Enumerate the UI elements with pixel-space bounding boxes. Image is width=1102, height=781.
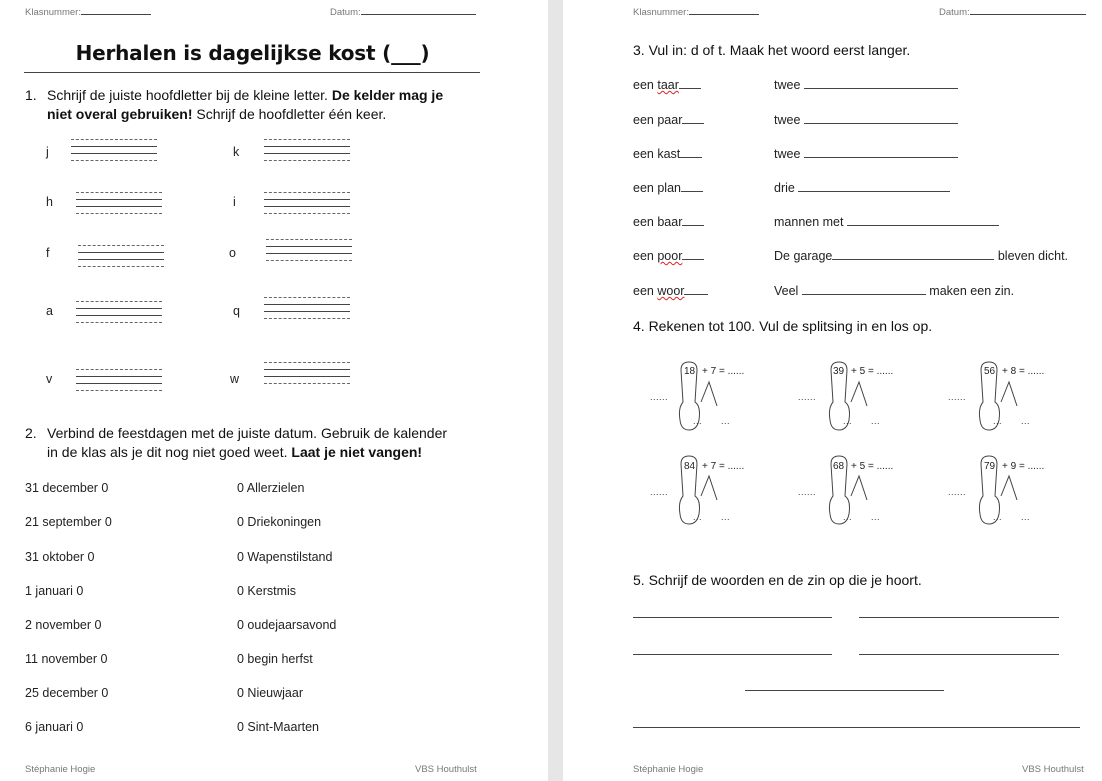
plural-item[interactable]	[774, 147, 958, 161]
plural-end: maken een zin.	[925, 284, 1015, 298]
writing-lines-v[interactable]	[76, 369, 162, 397]
date-item[interactable]: 2 november 0	[25, 618, 102, 632]
date-item[interactable]: 31 oktober 0	[25, 550, 95, 564]
answer-dots[interactable]: ......	[948, 392, 967, 402]
plural-word: twee	[774, 147, 801, 161]
left-page	[0, 0, 548, 781]
holiday-item[interactable]: 0 oudejaarsavond	[237, 618, 337, 632]
q5-title: 5. Schrijf de woorden en de zin op die je hoort.	[633, 572, 922, 588]
fill-prefix: een	[633, 78, 658, 92]
split-dots[interactable]: ...	[993, 512, 1003, 522]
plural-item[interactable]	[774, 113, 958, 127]
holiday-item[interactable]: 0 Sint-Maarten	[237, 720, 319, 734]
writing-lines-h[interactable]	[76, 192, 162, 220]
letter-o: o	[229, 246, 236, 260]
footer-author: Stéphanie Hogie	[633, 764, 704, 775]
fill-blank[interactable]	[682, 115, 704, 124]
date-item[interactable]: 31 december 0	[25, 481, 109, 495]
letter-v: v	[46, 372, 53, 386]
plural-word: mannen met	[774, 215, 844, 229]
q4-title: 4. Rekenen tot 100. Vul de splitsing in en los op.	[633, 318, 933, 334]
fill-word: taar	[657, 78, 679, 92]
fill-item[interactable]	[633, 181, 703, 195]
sum-equation: + 5 = ......	[851, 461, 894, 472]
fill-item[interactable]	[633, 113, 704, 127]
letter-a: a	[46, 304, 53, 318]
writing-lines-f[interactable]	[78, 245, 164, 273]
writing-lines-w[interactable]	[264, 362, 350, 390]
plural-word: twee	[774, 78, 801, 92]
q3-title: 3. Vul in: d of t. Maak het woord eerst langer.	[633, 42, 911, 58]
datum-text: Datum:	[330, 7, 361, 18]
fill-blank[interactable]	[682, 217, 704, 226]
fill-item[interactable]	[633, 147, 702, 161]
q1-line2-b: Schrijf de hoofdletter één keer.	[192, 106, 387, 122]
datum-label	[330, 6, 476, 18]
split-dots[interactable]: ...	[721, 416, 731, 426]
klasnummer-text: Klasnummer:	[25, 7, 81, 18]
datum-label	[939, 6, 1086, 18]
plural-item[interactable]	[774, 215, 999, 229]
fill-item[interactable]	[633, 215, 704, 229]
fill-blank[interactable]	[684, 286, 708, 295]
fill-blank[interactable]	[679, 80, 701, 89]
letter-j: j	[46, 145, 49, 159]
writing-lines-k[interactable]	[264, 139, 350, 167]
sum-number: 84	[684, 461, 696, 472]
letter-h: h	[46, 195, 53, 209]
plural-word: drie	[774, 181, 795, 195]
plural-word: twee	[774, 113, 801, 127]
footer-school: VBS Houthulst	[415, 764, 477, 775]
q1-line1-a: Schrijf de juiste hoofdletter bij de kleine letter.	[47, 87, 332, 103]
klasnummer-text: Klasnummer:	[633, 7, 689, 18]
sum-number: 68	[833, 461, 845, 472]
klasnummer-label	[25, 6, 151, 18]
q2-line2-b: Laat je niet vangen!	[291, 444, 423, 460]
letter-f: f	[46, 246, 50, 260]
q1-line1	[47, 85, 443, 105]
split-dots[interactable]: ...	[843, 512, 853, 522]
split-dots[interactable]: ...	[693, 416, 703, 426]
date-item[interactable]: 1 januari 0	[25, 584, 84, 598]
letter-i: i	[233, 195, 236, 209]
sum-equation: + 7 = ......	[702, 366, 745, 377]
q2-line1: Verbind de feestdagen met de juiste datum. Gebruik de kalender	[47, 425, 448, 441]
sum-equation: + 8 = ......	[1002, 366, 1045, 377]
plural-item[interactable]	[774, 284, 1014, 298]
writing-lines-o[interactable]	[266, 239, 352, 267]
answer-line[interactable]	[745, 690, 944, 691]
answer-dots[interactable]: ......	[948, 487, 967, 497]
q1-line1-b: De kelder mag je	[331, 87, 444, 103]
plural-blank[interactable]	[804, 80, 958, 89]
sum-equation: + 9 = ......	[1002, 461, 1045, 472]
sum-number: 39	[833, 366, 845, 377]
sum-number: 79	[984, 461, 996, 472]
plural-blank[interactable]	[804, 115, 958, 124]
fill-prefix: een	[633, 181, 658, 195]
klasnummer-line	[689, 6, 759, 15]
footer-school: VBS Houthulst	[1022, 764, 1084, 775]
holiday-item[interactable]: 0 Allerzielen	[237, 481, 305, 495]
split-dots[interactable]: ...	[721, 512, 731, 522]
answer-line[interactable]	[859, 654, 1059, 655]
split-dots[interactable]: ...	[1021, 416, 1031, 426]
datum-line	[970, 6, 1086, 15]
fill-word: woor	[657, 284, 685, 298]
fill-item[interactable]	[633, 284, 708, 298]
writing-lines-i[interactable]	[264, 192, 350, 220]
plural-blank[interactable]	[847, 217, 999, 226]
fill-item[interactable]	[633, 249, 704, 263]
datum-line	[361, 6, 476, 15]
q1-line2-a: niet overal gebruiken!	[47, 106, 193, 122]
plural-item[interactable]	[774, 78, 958, 92]
answer-dots[interactable]: ......	[650, 487, 669, 497]
date-item[interactable]: 11 november 0	[25, 652, 108, 666]
q1-number: 1.	[25, 87, 37, 103]
split-dots[interactable]: ...	[843, 416, 853, 426]
letter-q: q	[233, 304, 240, 318]
fill-word: baar	[657, 215, 683, 229]
sum-number: 56	[984, 366, 996, 377]
holiday-item[interactable]: 0 Driekoningen	[237, 515, 322, 529]
plural-blank[interactable]	[832, 251, 994, 260]
holiday-item[interactable]: 0 Nieuwjaar	[237, 686, 304, 700]
fill-prefix: een	[633, 215, 658, 229]
plural-item[interactable]	[774, 249, 1068, 263]
plural-word: Veel	[774, 284, 799, 298]
fill-blank[interactable]	[680, 149, 702, 158]
plural-blank[interactable]	[804, 149, 958, 158]
plural-blank[interactable]	[798, 183, 950, 192]
sum-equation: + 5 = ......	[851, 366, 894, 377]
fill-blank[interactable]	[681, 183, 703, 192]
answer-line[interactable]	[633, 617, 832, 618]
split-dots[interactable]: ...	[993, 416, 1003, 426]
plural-blank[interactable]	[802, 286, 926, 295]
q2-number: 2.	[25, 425, 37, 441]
plural-word: De garage	[774, 249, 833, 263]
letter-w: w	[230, 372, 240, 386]
writing-lines-a[interactable]	[76, 301, 162, 329]
date-item[interactable]: 21 september 0	[25, 515, 112, 529]
plural-item[interactable]	[774, 181, 950, 195]
answer-dots[interactable]: ......	[798, 392, 817, 402]
holiday-item[interactable]: 0 Kerstmis	[237, 584, 297, 598]
holiday-item[interactable]: 0 begin herfst	[237, 652, 313, 666]
title-rule	[24, 72, 480, 73]
fill-item[interactable]	[633, 78, 701, 92]
fill-word: paar	[657, 113, 683, 127]
right-page	[563, 0, 1102, 781]
page-title: Herhalen is dagelijkse kost (___)	[75, 41, 430, 65]
holiday-item[interactable]: 0 Wapenstilstand	[237, 550, 333, 564]
q2-line2-a: in de klas als je dit nog niet goed weet.	[47, 444, 292, 460]
letter-k: k	[233, 145, 240, 159]
q2-line2	[47, 442, 422, 462]
split-dots[interactable]: ...	[1021, 512, 1031, 522]
fill-blank[interactable]	[682, 251, 704, 260]
split-dots[interactable]: ...	[871, 512, 881, 522]
fill-word: poor	[657, 249, 683, 263]
answer-line[interactable]	[859, 617, 1059, 618]
writing-lines-q[interactable]	[264, 297, 350, 325]
fill-prefix: een	[633, 147, 658, 161]
sum-number: 18	[684, 366, 696, 377]
fill-word: plan	[657, 181, 681, 195]
answer-dots[interactable]: ......	[650, 392, 669, 402]
fill-prefix: een	[633, 249, 658, 263]
split-dots[interactable]: ...	[871, 416, 881, 426]
sum-equation: + 7 = ......	[702, 461, 745, 472]
plural-end: bleven dicht.	[994, 249, 1069, 263]
fill-prefix: een	[633, 284, 658, 298]
datum-text: Datum:	[939, 7, 970, 18]
writing-lines-j[interactable]	[71, 139, 157, 167]
fill-word: kast	[657, 147, 681, 161]
klasnummer-line	[81, 6, 151, 15]
footer-author: Stéphanie Hogie	[25, 764, 96, 775]
klasnummer-label	[633, 6, 759, 18]
date-item[interactable]: 6 januari 0	[25, 720, 84, 734]
answer-line[interactable]	[633, 654, 832, 655]
date-item[interactable]: 25 december 0	[25, 686, 109, 700]
sentence-line[interactable]	[633, 727, 1080, 728]
fill-prefix: een	[633, 113, 658, 127]
answer-dots[interactable]: ......	[798, 487, 817, 497]
split-dots[interactable]: ...	[693, 512, 703, 522]
q1-line2	[47, 104, 386, 124]
